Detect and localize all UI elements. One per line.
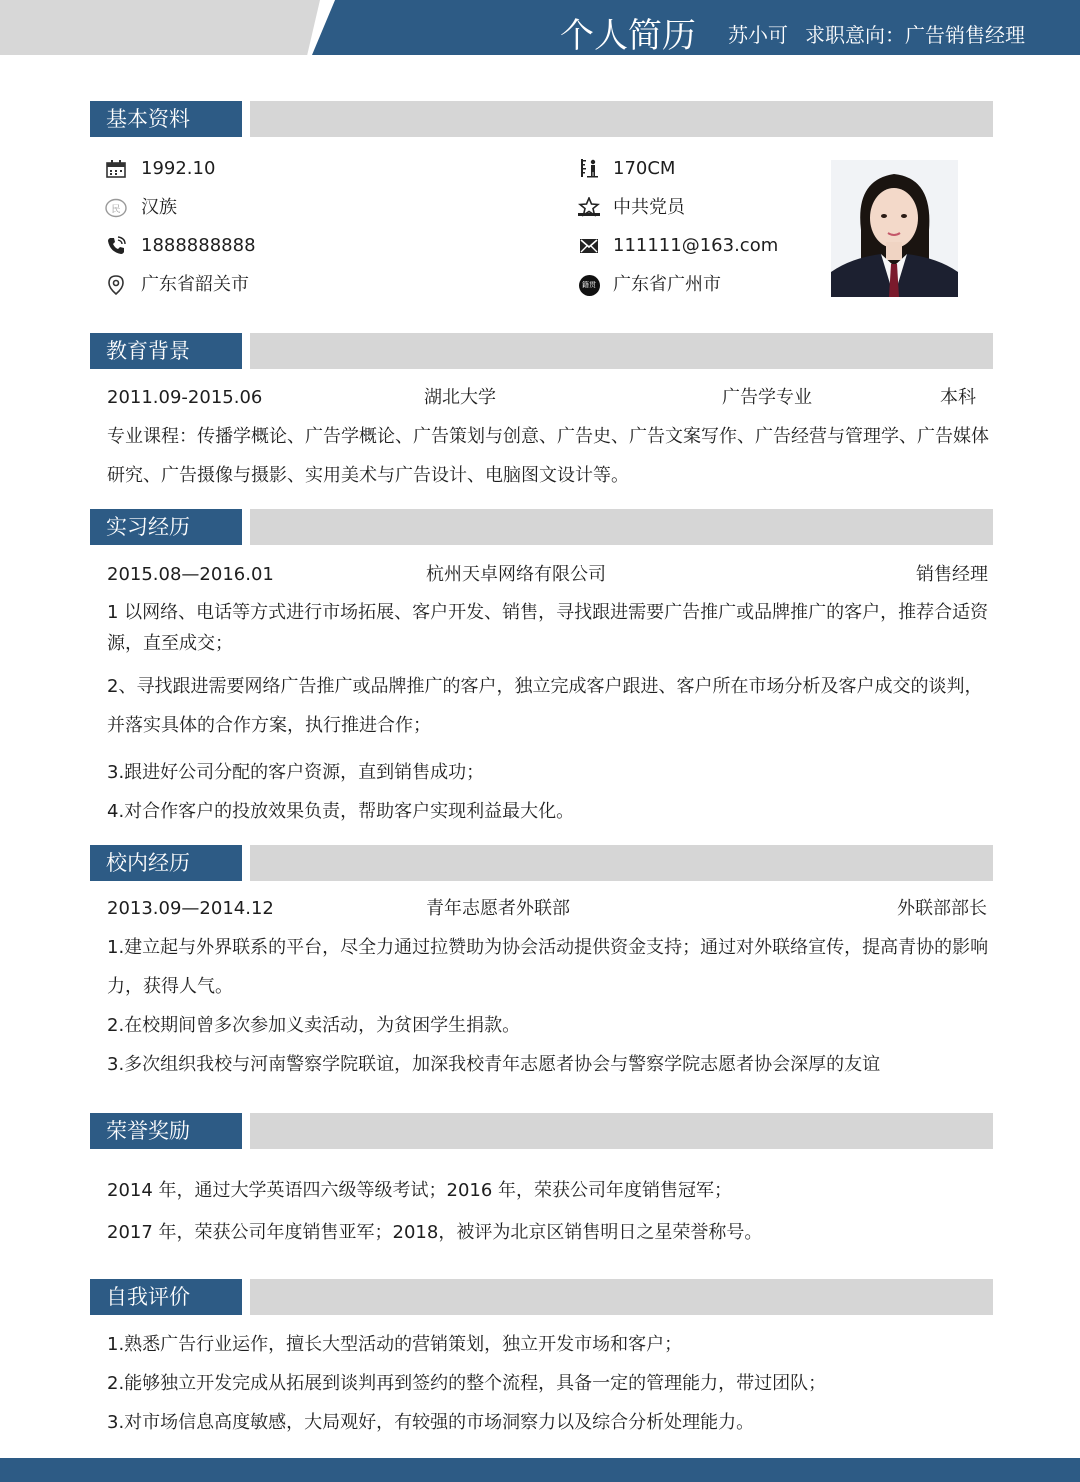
section-campus [90,845,993,881]
list-item: 2014 年，通过大学英语四六级等级考试；2016 年，荣获公司年度销售冠军； [107,1180,733,1201]
education-degree: 本科 [940,387,976,408]
education-period: 2011.09-2015.06 [107,387,263,408]
footer-band [0,1458,1080,1482]
list-item: 1 以网络、电话等方式进行市场拓展、客户开发、销售，寻找跟进需要广告推广或品牌推广的客户，推荐合适资源，直至成交； [107,602,989,654]
birth-date: 1992.10 [141,158,216,179]
section-title: 荣誉奖励 [90,1113,242,1149]
hometown: 广东省韶关市 [141,274,249,295]
list-item: 2.能够独立开发完成从拓展到谈判再到签约的整个流程，具备一定的管理能力，带过团队； [107,1373,827,1394]
candidate-name: 苏小可 [728,23,788,47]
height: 170CM [613,158,676,179]
section-bar [250,1113,993,1149]
resume-title: 个人简历 [560,16,696,56]
section-self-eval [90,1279,993,1315]
residence: 广东省广州市 [613,274,721,295]
calendar-icon [105,158,127,180]
section-title: 教育背景 [90,333,242,369]
section-title: 实习经历 [90,509,242,545]
location-pin-icon [105,274,127,296]
section-title: 校内经历 [90,845,242,881]
section-basic-info [90,101,993,137]
svg-text:民: 民 [111,205,121,215]
internship-company: 杭州天卓网络有限公司 [426,564,606,585]
internship-role: 销售经理 [916,564,988,585]
phone-number: 1888888888 [141,235,256,256]
list-item: 2、寻找跟进需要网络广告推广或品牌推广的客户，独立完成客户跟进、客户所在市场分析及客户成交的谈判，并落实具体的合作方案，执行推进合作； [107,676,983,736]
job-intent: 求职意向：广告销售经理 [805,23,1025,47]
section-internship [90,509,993,545]
education-courses [107,417,992,495]
section-bar [250,1279,993,1315]
list-item: 1.熟悉广告行业运作，擅长大型活动的营销策划，独立开发市场和客户； [107,1334,683,1355]
list-item: 3.多次组织我校与河南警察学院联谊，加深我校青年志愿者协会与警察学院志愿者协会深厚的友谊 [107,1054,881,1075]
residence-icon [578,274,600,296]
phone-icon [105,235,127,257]
section-honors [90,1113,993,1149]
section-title: 自我评价 [90,1279,242,1315]
self-eval-list [107,1325,992,1442]
campus-list [107,928,992,1084]
list-item: 3.跟进好公司分配的客户资源，直到销售成功； [107,762,485,783]
campus-org: 青年志愿者外联部 [426,898,570,919]
honors-list [107,1170,992,1254]
list-item: 4.对合作客户的投放效果负责，帮助客户实现利益最大化。 [107,801,575,822]
internship-list [107,597,992,831]
section-bar [250,509,993,545]
list-item: 1.建立起与外界联系的平台，尽全力通过拉赞助为协会活动提供资金支持；通过对外联络宣传，提高青协的影响力，获得人气。 [107,937,989,997]
ethnicity: 汉族 [141,197,177,218]
section-education [90,333,993,369]
courses-text: 专业课程：传播学概论、广告学概论、广告策划与创意、广告史、广告文案写作、广告经营与管理学、广告媒体研究、广告摄像与摄影、实用美术与广告设计、电脑图文设计等。 [107,426,989,486]
header-gray-band [0,0,320,55]
campus-period: 2013.09—2014.12 [107,898,274,919]
email-address: 111111@163.com [613,235,779,256]
profile-photo [831,160,958,297]
political-status: 中共党员 [613,197,685,218]
list-item: 3.对市场信息高度敏感，大局观好，有较强的市场洞察力以及综合分析处理能力。 [107,1412,755,1433]
education-school: 湖北大学 [424,387,496,408]
campus-role: 外联部部长 [897,898,987,919]
ethnicity-icon [105,197,127,219]
section-bar [250,845,993,881]
residence-icon-text: 籍贯 [579,275,600,296]
party-star-icon [578,196,600,218]
list-item: 2.在校期间曾多次参加义卖活动，为贫困学生捐款。 [107,1015,521,1036]
section-bar [250,101,993,137]
section-title: 基本资料 [90,101,242,137]
list-item: 2017 年，荣获公司年度销售亚军；2018，被评为北京区销售明日之星荣誉称号。 [107,1222,763,1243]
section-bar [250,333,993,369]
email-icon [578,235,600,257]
internship-period: 2015.08—2016.01 [107,564,274,585]
education-major: 广告学专业 [722,387,812,408]
height-icon [578,157,600,179]
